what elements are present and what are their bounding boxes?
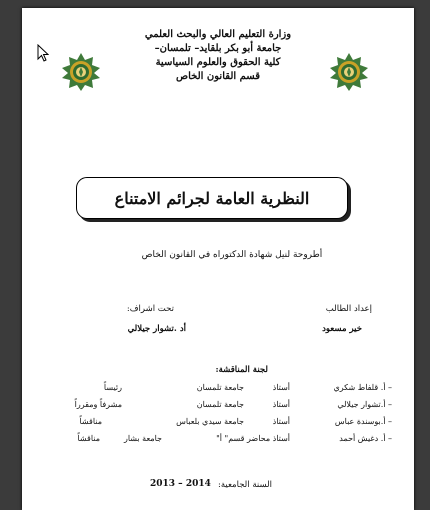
committee-row xyxy=(42,383,392,395)
member-role: مشرفاً ومقرراً xyxy=(74,400,122,409)
member-role: رئيساً xyxy=(103,383,122,392)
committee-row xyxy=(42,434,392,446)
faculty-line: كلية الحقوق والعلوم السياسية xyxy=(155,57,281,68)
thesis-title: النظرية العامة لجرائم الامتناع xyxy=(114,188,310,208)
member-university: جامعة بشار xyxy=(123,434,162,443)
mouse-pointer-icon xyxy=(37,44,49,62)
student-name: خير مسعود xyxy=(322,324,362,334)
university-emblem-icon xyxy=(328,52,370,92)
member-role: مناقشاً xyxy=(77,434,100,443)
member-name: – أ.تشوار جيلالي xyxy=(337,400,392,409)
university-emblem-icon xyxy=(60,52,102,92)
committee-row xyxy=(42,417,392,429)
member-name: – أ.بوسندة عباس xyxy=(334,417,392,426)
ministry-line: وزارة التعليم العالي والبحث العلمي xyxy=(144,29,292,40)
thesis-title-box xyxy=(76,177,348,219)
member-university: جامعة تلمسان xyxy=(196,383,244,392)
institution-header xyxy=(118,28,318,84)
department-line: قسم القانون الخاص xyxy=(176,71,260,82)
academic-year-value: 2013 – 2014 xyxy=(150,479,211,489)
document-page[interactable] xyxy=(22,8,414,510)
member-rank: أستاذ xyxy=(272,417,290,426)
member-rank: أستاذ xyxy=(272,400,290,409)
member-university: جامعة تلمسان xyxy=(196,400,244,409)
university-line: جامعة أبو بكر بلقايد– تلمسان– xyxy=(154,43,282,54)
member-role: مناقشاً xyxy=(79,417,102,426)
member-name: – أ. قلفاط شكري xyxy=(333,383,392,392)
member-university: جامعة سيدي بلعباس xyxy=(176,417,244,426)
academic-year-label: السنة الجامعية: xyxy=(217,480,272,490)
supervisor-label: تحت اشراف: xyxy=(126,304,174,314)
committee-row xyxy=(42,400,392,412)
member-rank: أستاذ xyxy=(272,383,290,392)
student-label: إعداد الطالب xyxy=(325,304,372,314)
member-name: – أ. دغيش أحمد xyxy=(339,434,392,443)
member-rank: أستاذ محاضر قسم" أ" xyxy=(216,434,290,443)
supervisor-name: أد .تشوار جيلالي xyxy=(127,324,186,334)
thesis-subtitle: أطروحة لنيل شهادة الدكتوراه في القانون الخاص xyxy=(141,250,323,260)
committee-label: لجنة المناقشة: xyxy=(215,365,268,375)
